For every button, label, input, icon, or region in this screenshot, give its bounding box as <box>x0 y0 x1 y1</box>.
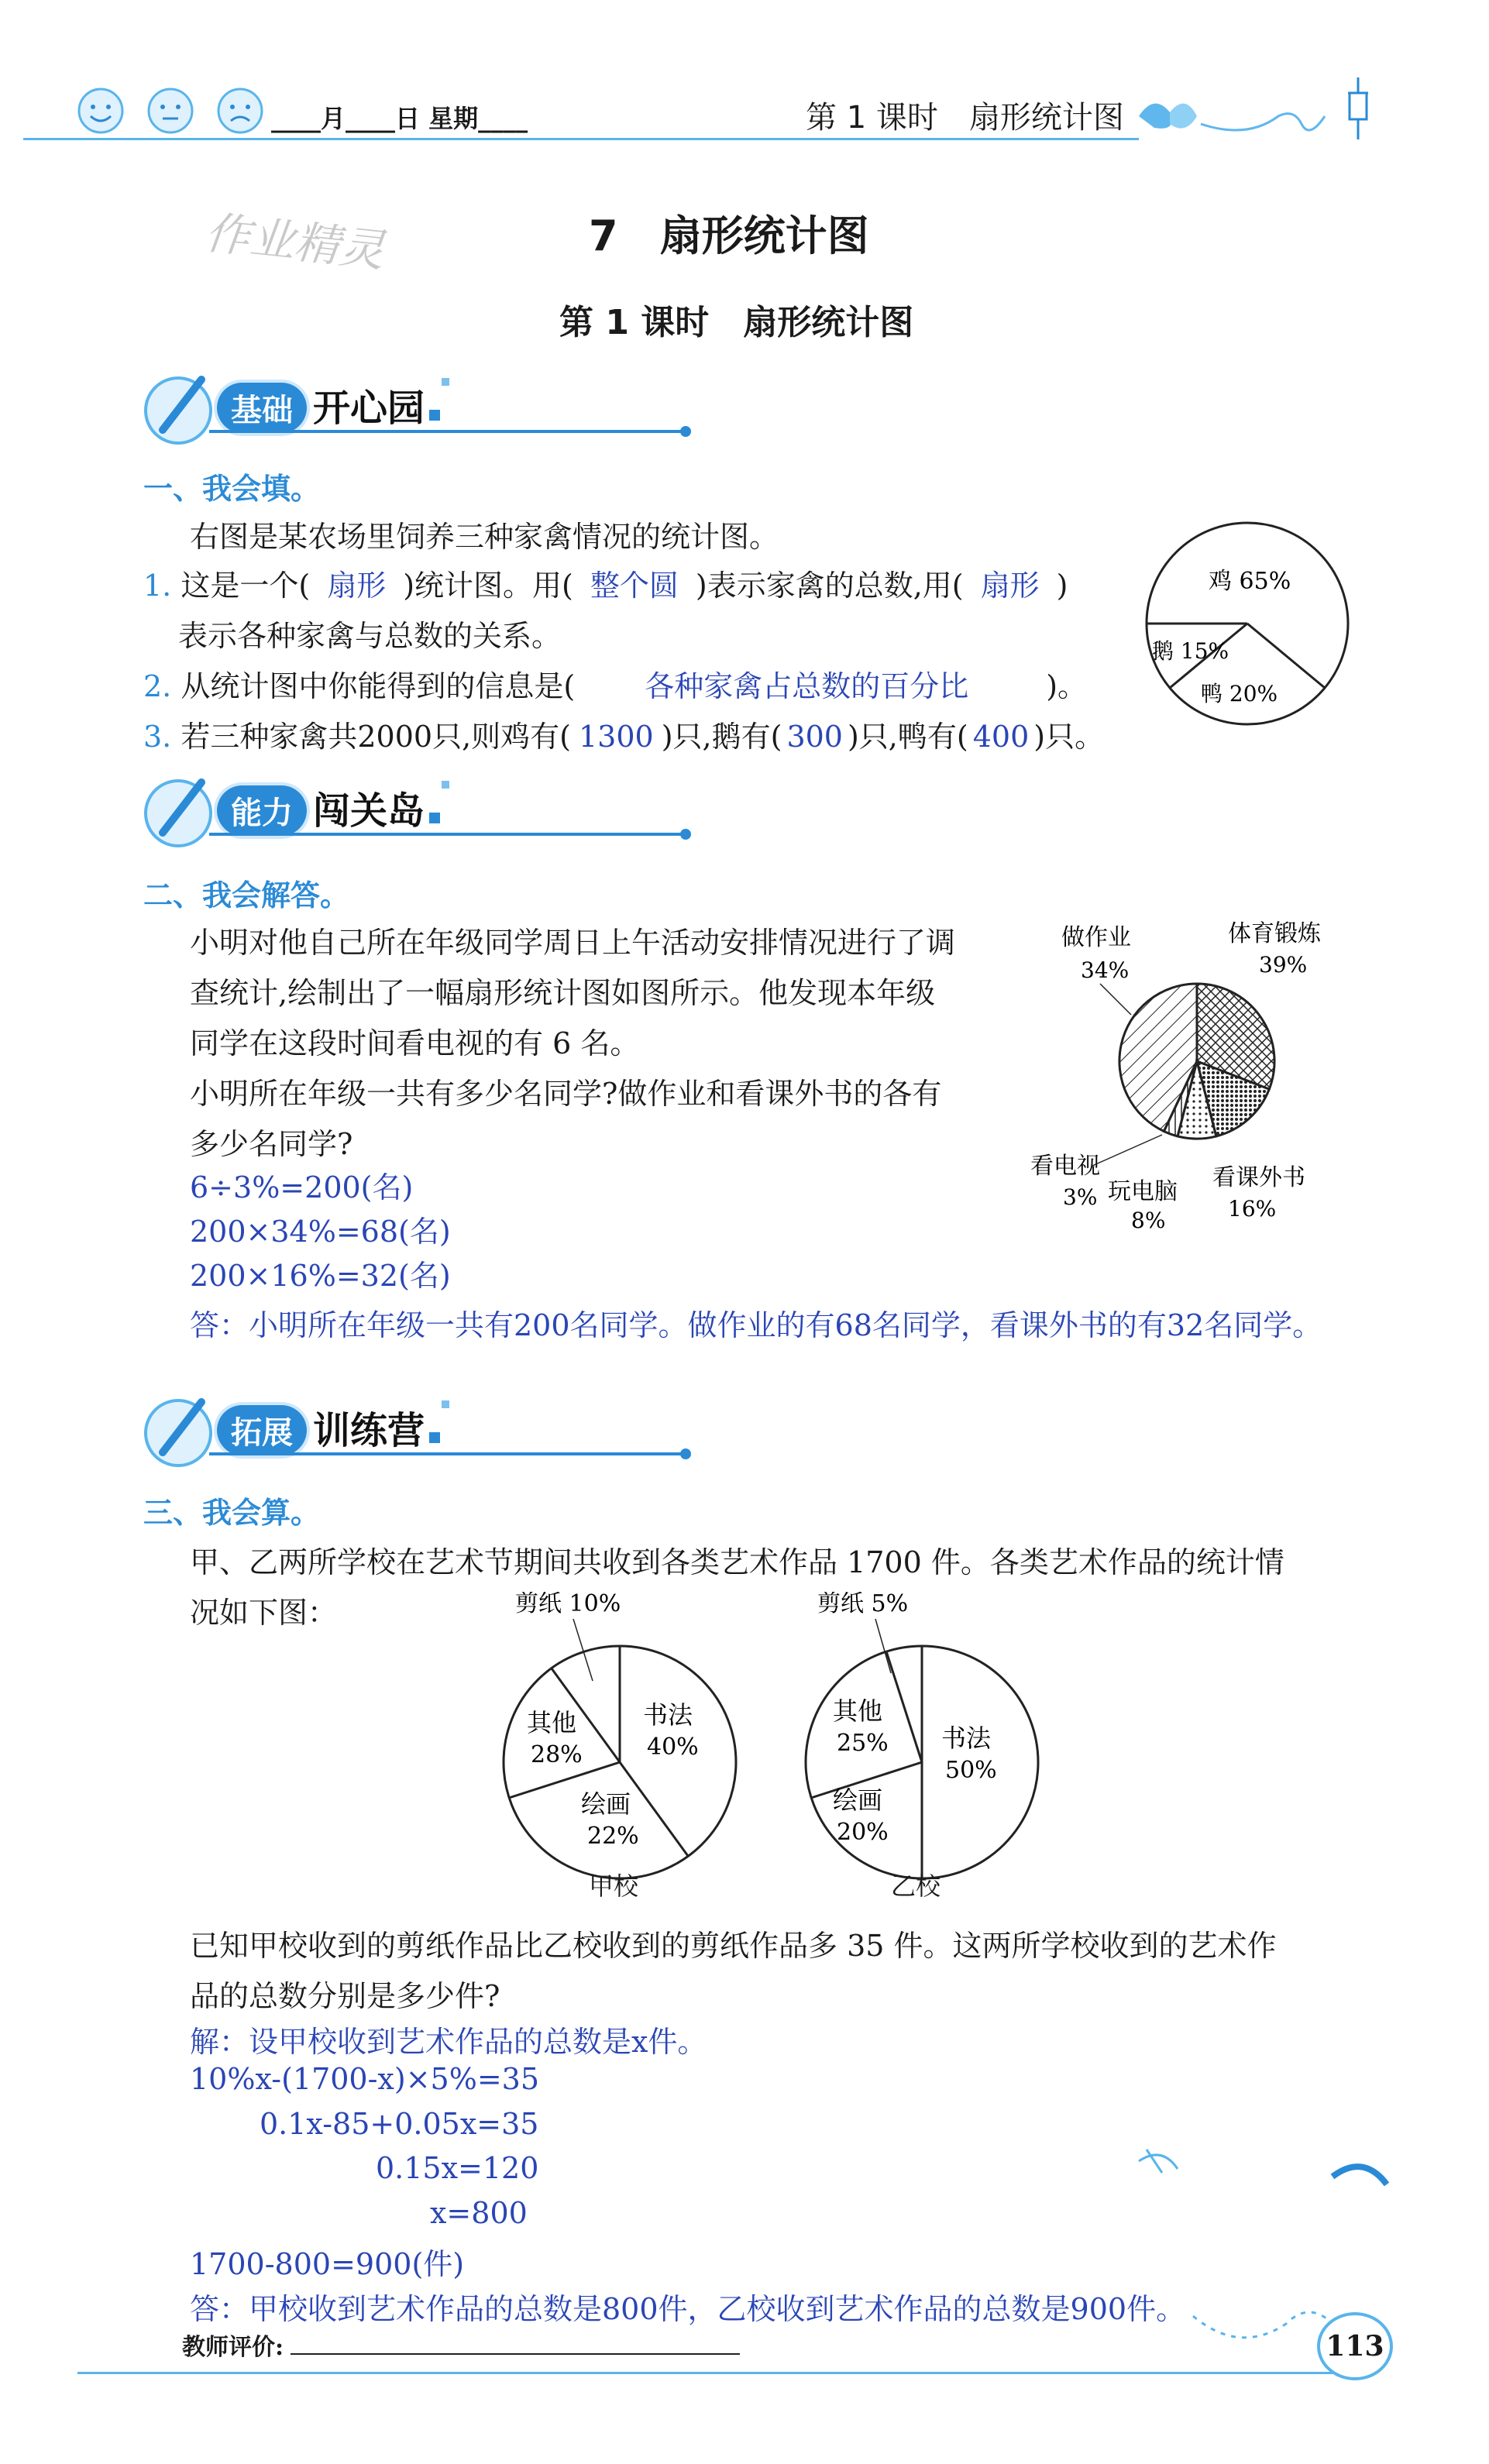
smiley-icon-3 <box>218 89 262 132</box>
section-banner-3 <box>217 1400 449 1455</box>
label-computer: 玩电脑 <box>1108 1178 1178 1205</box>
school-a-pie-chart <box>496 1592 751 1902</box>
label-a-shufa: 书法 <box>643 1700 693 1730</box>
school-a-caption: 甲校 <box>589 1871 639 1901</box>
banner-text: 闯关岛 <box>313 789 425 833</box>
banner-pill: 基础 <box>217 383 307 433</box>
solution-answer: 答：小明所在年级一共有200名同学。做作业的有68名同学，看课外书的有32名同学。 <box>190 1308 1322 1342</box>
page-number: 113 <box>1317 2312 1393 2380</box>
work-line-2: 10%x-(1700-x)×5%=35 <box>190 2062 540 2096</box>
brush-icon <box>139 1387 225 1472</box>
label-sport-pct: 39% <box>1259 952 1308 978</box>
banner-rule <box>209 1452 689 1455</box>
question-2: 2. 从统计图中你能得到的信息是( 各种家禽占总数的百分比 )。 <box>143 669 1088 703</box>
label-a-qita-pct: 28% <box>531 1741 583 1768</box>
label-b-jianzhi: 剪纸 5% <box>817 1592 909 1617</box>
label-tv-pct: 3% <box>1063 1184 1098 1210</box>
header-rule <box>23 138 1139 140</box>
poultry-pie-chart <box>1135 511 1360 736</box>
banner-text: 开心园 <box>313 387 425 430</box>
footer-rule <box>77 2372 1333 2374</box>
butterfly-lamp-icon <box>1123 70 1394 147</box>
solution-work: 6÷3%=200(名) 200×34%=68(名) 200×16%=32(名) <box>190 1170 451 1293</box>
school-b-caption: 乙校 <box>891 1871 941 1901</box>
label-a-jianzhi: 剪纸 10% <box>515 1592 621 1617</box>
label-a-shufa-pct: 40% <box>647 1734 699 1761</box>
problem-text: 小明对他自己所在年级同学周日上午活动安排情况进行了调 查统计,绘制出了一幅扇形统计图如图所示。他发现本年级 同学在这段时间看电视的有 6 名。 小明所在年级一共有多少名同学?做作业和看课外书的各有 多少名同学? <box>190 926 956 1161</box>
smiley-icon-1 <box>79 89 122 132</box>
smiley-icon-2 <box>149 89 192 132</box>
brush-icon <box>139 767 225 852</box>
label-a-huihua: 绘画 <box>581 1789 631 1819</box>
work-line-5: x=800 <box>430 2196 528 2230</box>
lesson-title: 第 1 课时 扇形统计图 <box>806 100 1124 136</box>
banner-text: 训练营 <box>313 1409 425 1452</box>
work-line-7: 答：甲校收到艺术作品的总数是800件，乙校收到艺术作品的总数是900件。 <box>190 2292 1186 2326</box>
watermark: 作业精灵 <box>202 206 387 277</box>
label-b-qita-pct: 25% <box>837 1730 889 1757</box>
page-subtitle: 第 1 课时 扇形统计图 <box>559 303 914 342</box>
label-b-shufa: 书法 <box>941 1723 992 1753</box>
label-computer-pct: 8% <box>1131 1208 1166 1232</box>
label-a-qita: 其他 <box>527 1708 577 1737</box>
brush-icon <box>139 364 225 449</box>
activity-pie-chart <box>1030 914 1363 1232</box>
label-homework-pct: 34% <box>1081 957 1130 983</box>
school-b-pie-chart <box>798 1592 1054 1902</box>
label-a-huihua-pct: 22% <box>587 1823 639 1850</box>
section-banner-2 <box>217 781 449 836</box>
work-line-3: 0.1x-85+0.05x=35 <box>260 2107 539 2141</box>
page-title: 7 扇形统计图 <box>589 211 869 260</box>
banner-rule <box>209 833 689 836</box>
label-tv: 看电视 <box>1030 1153 1100 1180</box>
section-heading: 三、我会算。 <box>143 1496 321 1530</box>
label-b-shufa-pct: 50% <box>945 1757 997 1784</box>
label-sport: 体育锻炼 <box>1228 920 1321 947</box>
work-line-1: 解：设甲校收到艺术作品的总数是x件。 <box>190 2025 707 2059</box>
banner-pill: 拓展 <box>217 1405 307 1455</box>
teacher-eval-line <box>291 2353 740 2355</box>
section-heading: 一、我会填。 <box>143 472 321 506</box>
label-reading-pct: 16% <box>1228 1196 1277 1222</box>
problem-text: 甲、乙两所学校在艺术节期间共收到各类艺术作品 1700 件。各类艺术作品的统计情 况如下图： <box>190 1545 1284 1630</box>
question-3: 3. 若三种家禽共2000只,则鸡有( 1300 )只,鹅有( 300 )只,鸭有( 400 )只。 <box>143 720 1105 754</box>
teacher-eval-label: 教师评价: <box>182 2334 284 2361</box>
work-line-4: 0.15x=120 <box>376 2151 539 2185</box>
section-banner-1 <box>217 378 449 433</box>
question-1: 1. 这是一个( 扇形 )统计图。用( 整个圆 )表示家禽的总数,用( 扇形 ) <box>143 569 1068 603</box>
label-b-huihua-pct: 20% <box>837 1819 889 1846</box>
label-b-qita: 其他 <box>833 1696 883 1726</box>
banner-pill: 能力 <box>217 785 307 836</box>
label-reading: 看课外书 <box>1212 1164 1305 1191</box>
intro-text: 右图是某农场里饲养三种家禽情况的统计图。 <box>190 520 779 554</box>
problem-text-2: 已知甲校收到的剪纸作品比乙校收到的剪纸作品多 35 件。这两所学校收到的艺术作 品的总数分别是多少件? <box>190 1929 1277 2013</box>
label-b-huihua: 绘画 <box>833 1785 883 1815</box>
label-homework: 做作业 <box>1061 924 1131 951</box>
smiley-icons <box>74 84 283 138</box>
pie-label-ya: 鸭 20% <box>1201 681 1278 706</box>
work-line-6: 1700-800=900(件) <box>190 2247 465 2281</box>
date-line: ____月____日 星期____ <box>271 104 528 133</box>
pie-label-e: 鹅 15% <box>1152 638 1229 664</box>
banner-rule <box>209 430 689 433</box>
question-1-line2: 表示各种家禽与总数的关系。 <box>178 619 562 653</box>
section-heading: 二、我会解答。 <box>143 878 350 912</box>
pie-label-ji: 鸡 65% <box>1209 568 1291 595</box>
